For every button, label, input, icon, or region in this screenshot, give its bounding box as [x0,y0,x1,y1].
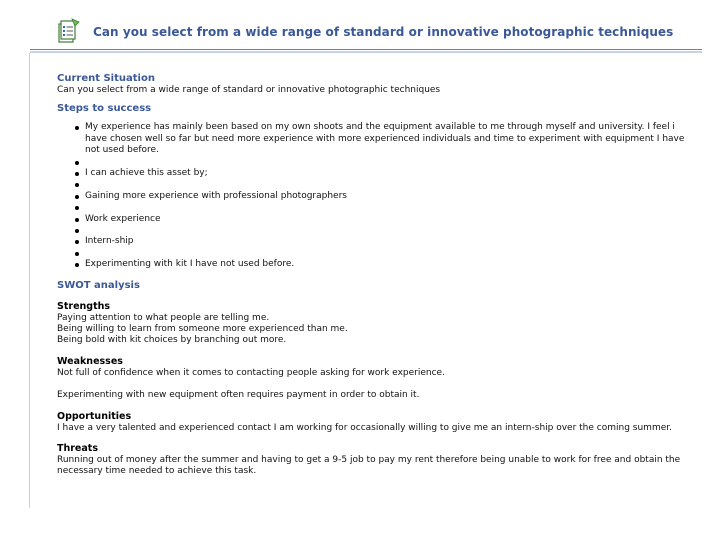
swot-heading: SWOT analysis [57,279,140,291]
threats-text: Running out of money after the summer and having to get a 9-5 job to pay my rent therefore being unable to work for free and obtain the necessary time needed to achieve this task. [57,455,681,477]
steps-heading: Steps to success [57,103,152,115]
main-content [57,72,697,478]
list-item [57,225,697,236]
weakness-line: Experimenting with new equipment often requires payment in order to obtain it. [57,390,420,401]
steps-list [57,122,697,270]
opportunities-block [57,411,697,434]
weakness-line: Not full of confidence when it comes to contacting people asking for work experience. [57,367,445,378]
list-item: I can achieve this asset by; [57,168,697,179]
strengths-block [57,301,697,347]
strength-line: Being willing to learn from someone more experienced than me. [57,324,348,335]
weaknesses-block [57,356,697,402]
header-divider [30,49,702,50]
list-item [57,202,697,213]
strengths-heading: Strengths [57,300,111,312]
list-item [57,179,697,190]
list-item [57,157,697,168]
current-situation-section [57,72,697,96]
list-item [57,248,697,259]
current-situation-text: Can you select from a wide range of standard or innovative photographic techniques [57,85,441,95]
strength-line: Being bold with kit choices by branching out more. [57,335,287,346]
list-item: Experimenting with kit I have not used before. [57,259,697,270]
opportunities-heading: Opportunities [57,410,132,422]
header-divider-shadow [30,51,702,53]
list-item: Work experience [57,214,697,225]
list-item: Intern-ship [57,236,697,247]
page-title: Can you select from a wide range of standard or innovative photographic techniques [93,25,674,39]
threats-heading: Threats [57,443,98,455]
list-item: My experience has mainly been based on my own shoots and the equipment available to me through myself and university. I feel i have chosen well so far but need more experience with more experienced individuals and time to experiment with equipment I have not used before. [57,122,697,156]
content-left-border [29,53,30,508]
list-item: Gaining more experience with professional photographers [57,191,697,202]
page-header [30,14,702,50]
steps-section [57,102,697,270]
swot-section [57,279,697,478]
document-icon [58,18,80,44]
strength-line: Paying attention to what people are telling me. [57,312,270,323]
threats-block [57,443,697,478]
opportunities-text: I have a very talented and experienced contact I am working for occasionally willing to give me an intern-ship over the coming summer. [57,422,672,433]
current-situation-heading: Current Situation [57,73,155,84]
weaknesses-heading: Weaknesses [57,355,123,367]
